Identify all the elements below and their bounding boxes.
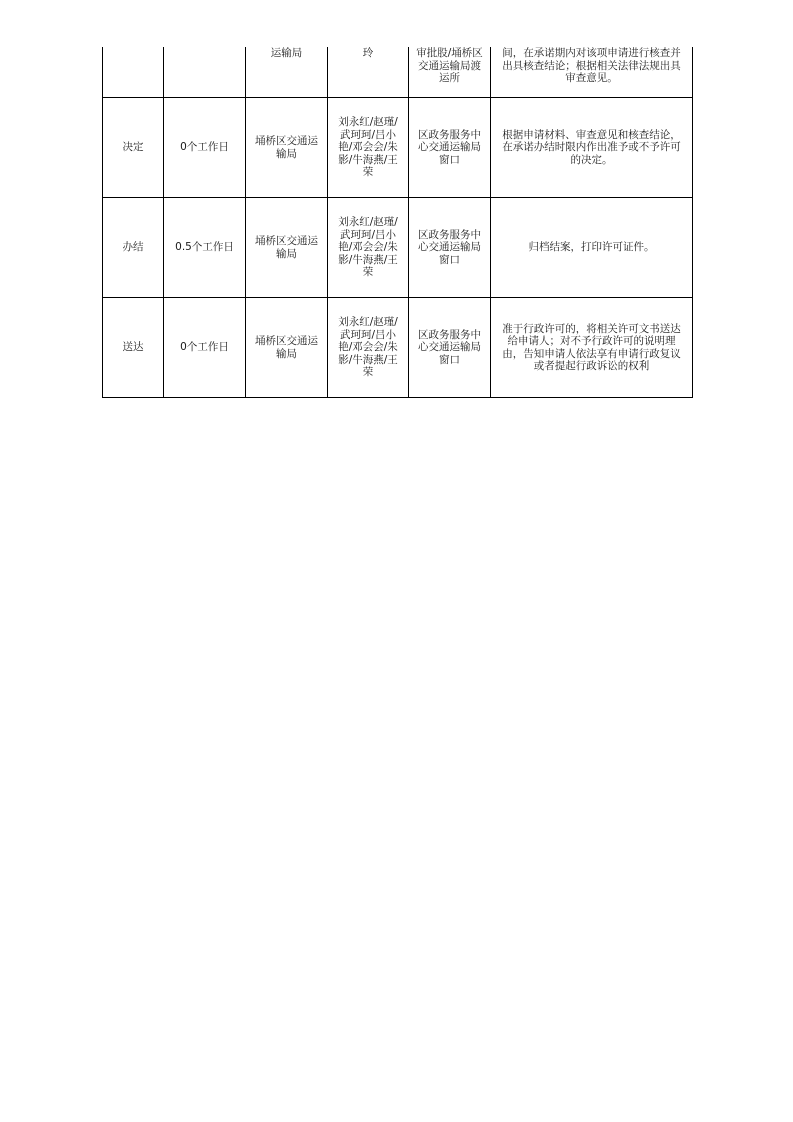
person-cell: 刘永红/赵瑾/武珂珂/吕小艳/邓会会/朱影/牛海燕/王荣 (328, 198, 409, 298)
table-row (103, 198, 693, 298)
table-row-continued (103, 47, 693, 98)
person-cell: 刘永红/赵瑾/武珂珂/吕小艳/邓会会/朱影/牛海燕/王荣 (328, 298, 409, 398)
dept-cell: 埇桥区交通运输局 (246, 198, 328, 298)
location-cell: 区政务服务中心交通运输局窗口 (409, 198, 491, 298)
time-cell: 0个工作日 (164, 98, 246, 198)
step-cell (103, 47, 164, 98)
location-cell: 区政务服务中心交通运输局窗口 (409, 98, 491, 198)
step-cell: 决定 (103, 98, 164, 198)
location-cell: 审批股/埇桥区交通运输局渡运所 (409, 47, 491, 98)
content-cell: 准于行政许可的，将相关许可文书送达给申请人；对不予行政许可的说明理由，告知申请人依法享有申请行政复议或者提起行政诉讼的权利 (491, 298, 693, 398)
table-row (103, 98, 693, 198)
person-cell: 玲 (328, 47, 409, 98)
time-cell: 0个工作日 (164, 298, 246, 398)
table-row (103, 298, 693, 398)
document-page (102, 47, 693, 398)
time-cell: 0.5个工作日 (164, 198, 246, 298)
time-cell (164, 47, 246, 98)
dept-cell: 埇桥区交通运输局 (246, 298, 328, 398)
content-cell: 根据申请材料、审查意见和核查结论，在承诺办结时限内作出准予或不予许可的决定。 (491, 98, 693, 198)
dept-cell: 运输局 (246, 47, 328, 98)
dept-cell: 埇桥区交通运输局 (246, 98, 328, 198)
content-cell: 间，在承诺期内对该项申请进行核查并出具核查结论；根据相关法律法规出具审查意见。 (491, 47, 693, 98)
process-table (102, 47, 693, 398)
person-cell: 刘永红/赵瑾/武珂珂/吕小艳/邓会会/朱影/牛海燕/王荣 (328, 98, 409, 198)
step-cell: 送达 (103, 298, 164, 398)
location-cell: 区政务服务中心交通运输局窗口 (409, 298, 491, 398)
content-cell: 归档结案，打印许可证件。 (491, 198, 693, 298)
step-cell: 办结 (103, 198, 164, 298)
